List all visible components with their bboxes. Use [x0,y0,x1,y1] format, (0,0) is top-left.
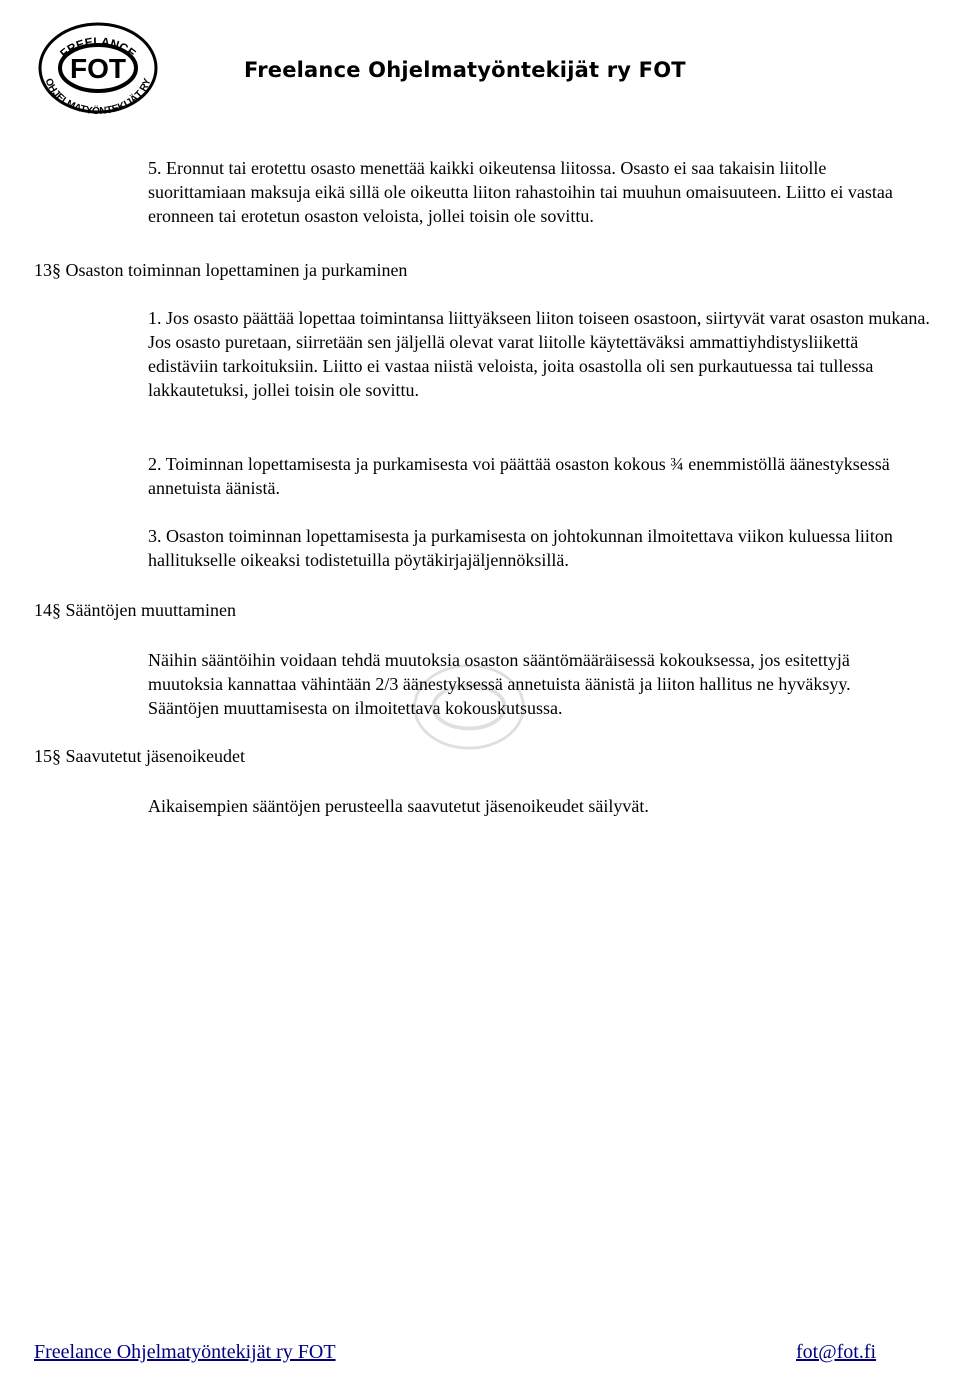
section-13-heading: 13§ Osaston toiminnan lopettaminen ja purkaminen [34,260,408,280]
section-15-heading: 15§ Saavutetut jäsenoikeudet [34,746,245,766]
section-12-paragraph-5: 5. Eronnut tai erotettu osasto menettää kaikki oikeutensa liitossa. Osasto ei saa takaisin liitolle suorittamiaan maksuja eikä sillä ole oikeutta liiton rahastoihin tai muuhun omaisuuteen. Liitto ei vastaa eronneen tai erotetun osaston veloista, jollei toisin ole sovittu. [148,158,893,226]
svg-text:FREELANCE: FREELANCE [57,34,139,61]
section-13-paragraph-2: 2. Toiminnan lopettamisesta ja purkamisesta voi päättää osaston kokous ¾ enemmistöllä äänestyksessä annetuista äänistä. [148,454,890,498]
fot-logo [36,18,160,114]
section-13-paragraph-3: 3. Osaston toiminnan lopettamisesta ja purkamisesta on johtokunnan ilmoitettava viikon kuluessa liiton hallitukselle oikeaksi todistetuilla pöytäkirjajäljennöksillä. [148,526,893,570]
header-title: Freelance Ohjelmatyöntekijät ry FOT [244,58,686,82]
section-14-heading: 14§ Sääntöjen muuttaminen [34,600,236,620]
svg-text:OHJELMATYÖNTEKIJÄT RY: OHJELMATYÖNTEKIJÄT RY [42,76,154,114]
page-header [0,0,960,120]
footer-org-link[interactable]: Freelance Ohjelmatyöntekijät ry FOT [34,1341,336,1363]
section-14-paragraph: Näihin sääntöihin voidaan tehdä muutoksia osaston sääntömääräisessä kokouksessa, jos esitettyjä muutoksia kannattaa vähintään 2/3 äänestyksessä annetuista äänistä ja liiton hallitus ne hyväksyy. Sääntöjen muuttamisesta on ilmoitettava kokouskutsussa. [148,650,851,718]
section-15-paragraph: Aikaisempien sääntöjen perusteella saavutetut jäsenoikeudet säilyvät. [148,796,649,816]
logo-center-text: FOT [70,53,126,84]
footer-email-link[interactable]: fot@fot.fi [796,1341,877,1363]
section-13-paragraph-1: 1. Jos osasto päättää lopettaa toimintansa liittyäkseen liiton toiseen osastoon, siirtyvät varat osaston mukana. Jos osasto puretaan, siirretään sen jäljellä olevat varat liitolle käytettäväksi ammattiyhdistysliikettä edistäviin tarkoituksiin. Liitto ei vastaa niistä veloista, joita osastolla oli sen purkautuessa tai tullessa lakkautetuksi, jollei toisin ole sovittu. [148,308,930,400]
